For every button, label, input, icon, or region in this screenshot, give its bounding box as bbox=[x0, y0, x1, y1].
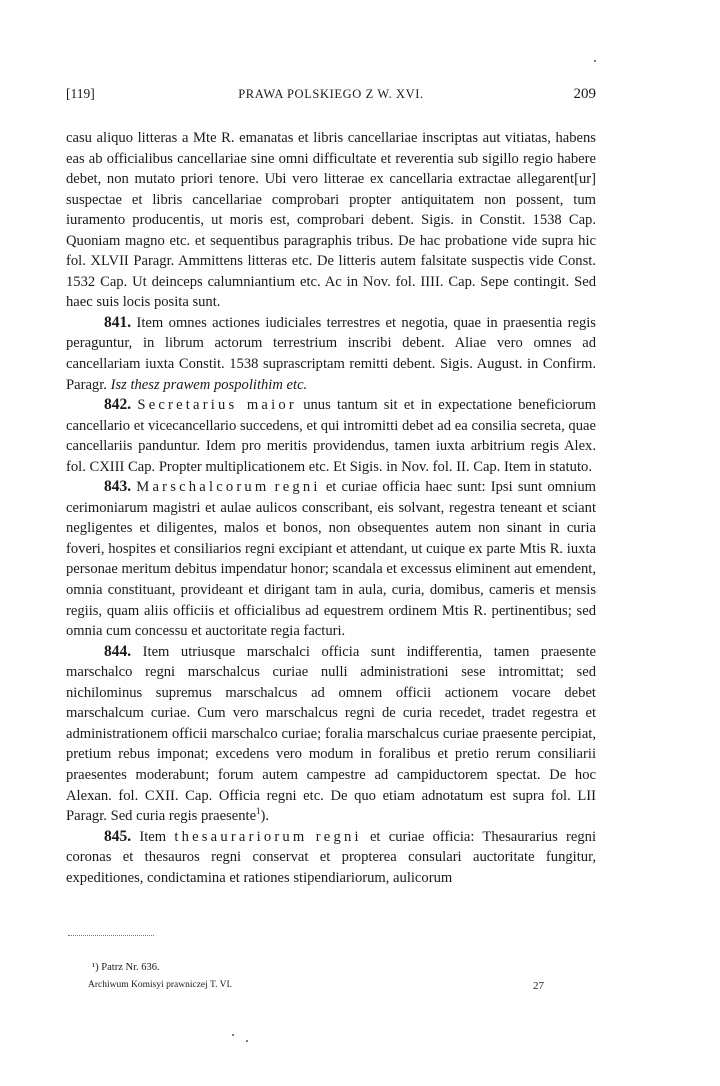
paper-speck bbox=[594, 60, 596, 62]
paragraph-number: 842. bbox=[104, 396, 132, 414]
spaced-heading: regni bbox=[315, 828, 362, 845]
paragraph-lead: Item bbox=[139, 828, 167, 845]
signature-mark: 27 bbox=[533, 980, 544, 992]
spaced-heading: thesaurariorum bbox=[174, 828, 308, 845]
footnote-divider bbox=[68, 935, 154, 936]
footer-series-title: Archiwum Komisyi prawniczej T. VI. bbox=[88, 980, 233, 990]
paragraph-text: et curiae officia: Thesaurarius regni coronas et thesauros regni conservat et propterea consulari auctoritate fungitur, expeditiones, condictamina et rationes stipendiariorum, aulicorum bbox=[66, 828, 596, 886]
header-section-number: [119] bbox=[66, 86, 95, 101]
paragraph-end: ). bbox=[260, 808, 270, 825]
paragraph-841 bbox=[66, 313, 596, 395]
intro-text: casu aliquo litteras a Mte R. emanatas et libris cancellariae inscriptas aut vitiatas, habens eas ab officialibus cancellariae sine omni difficultate et reverentia sub sigillo regio habere debet, non mutato priori tenore. Ubi vero litterae ex cancellaria extractae allegarent[ur] suspectae et libris cancellariae comprobari propter antiquitatem non possent, tum iuramento producentis, ut moris est, comprobari debent. Sigis. in Constit. 1538 Cap. Quoniam magno etc. et sequentibus paragraphis tribus. De hac probatione vide supra hic fol. XLVII Paragr. Ammittens litteras etc. De litteris autem falsitate suspectis vide Const. 1532 Cap. Ut deinceps calumniantium etc. Ac in Nov. fol. IIII. Cap. Sepe contingit. Sed haec suis locis posita sunt. bbox=[66, 130, 596, 311]
header-title: PRAWA POLSKIEGO Z W. XVI. bbox=[238, 87, 424, 101]
paragraph-843 bbox=[66, 477, 596, 641]
footnote-reference: 1 bbox=[256, 806, 261, 817]
page-body bbox=[66, 128, 596, 888]
paper-speck bbox=[232, 1034, 234, 1036]
paragraph-844 bbox=[66, 642, 596, 827]
paragraph-number: 844. bbox=[104, 642, 132, 660]
paragraph-text: Item utriusque marschalci officia sunt indifferentia, tamen praesente marschalco regni marschalcus curiae nulli administrationi sese intromittat; sed nichilominus supremus marschalcus ad omnem officii actionem vocare debet marschalcum curiae. Cum vero marschalcus regni de curia recedet, tradet regestra et administrationem officii marschalco curiae; foralia marschalcus curiae praesente percipiat, pretium rebus imponat; excedens vero modum in foralibus et pretio rerum consiliarii praesentes moderabunt; forum autem campestre ad campiductorem spectat. De hoc Alexan. fol. CXII. Cap. Officia regni etc. De quo etiam adnotatum est supra fol. LII Paragr. Sed curia regis praesente bbox=[66, 643, 596, 825]
italic-citation: Isz thesz prawem pospolithim etc. bbox=[110, 376, 308, 393]
paragraph-842 bbox=[66, 395, 596, 477]
paragraph-number: 845. bbox=[104, 827, 132, 845]
paragraph-number: 843. bbox=[104, 478, 132, 496]
paragraph-text: Item omnes actiones iudiciales terrestres et negotia, quae in praesentia regis peraguntur, in librum actorum terrestrium inscribi debent. Aliae vero omnes ad cancellariam iuxta Constit. 1538 suprascriptam remitti debent. Sigis. August. in Confirm. Paragr. bbox=[66, 314, 596, 393]
footnote-text: Patrz Nr. 636. bbox=[101, 962, 160, 973]
footnote-mark: ¹) bbox=[92, 962, 99, 973]
paragraph-text: et curiae officia haec sunt: Ipsi sunt omnium cerimoniarum magistri et aulae aulicos conscribant, eis solvant, regestra teneant et sciant negligentes et diligentes, malos et bonos, non obsequentes autem non sinant in curia foveri, hospites et consiliarios regni excipiant et attendant, ut cuique ex parte Mtis R. iuxta personae meritum debitus impendatur honor; scandala et excessus eliminent aut emendent, omnia constituant, provideant et dirigant tam in aula, curia, domibus, cameris et mensis regiis, quam aliis officiis et officialibus ad equestrem ordinem Mtis R. pertinentibus; sed omnia cum concessu et auctoritate regia facturi. bbox=[66, 479, 596, 640]
running-header bbox=[66, 86, 596, 108]
spaced-heading: Secretarius maior bbox=[137, 397, 297, 414]
intro-paragraph bbox=[66, 128, 596, 313]
spaced-heading: Marschalcorum bbox=[136, 479, 270, 496]
spaced-heading: regni bbox=[274, 479, 321, 496]
paragraph-845 bbox=[66, 827, 596, 889]
paper-speck bbox=[246, 1040, 248, 1042]
paragraph-text: unus tantum sit et in expectatione beneficiorum cancellario et vicecancellario succedens, et qui intromitti debet ad ea consilia secreta, quae cancellariis panduntur. Idem pro meritis providendus, tamen iuxta arbitrium regis Alex. fol. CXIII Cap. Propter multiplicationem etc. Et Sigis. in Nov. fol. II. Cap. Item in statuto. bbox=[66, 397, 597, 475]
paragraph-number: 841. bbox=[104, 313, 132, 331]
footnote bbox=[92, 962, 160, 973]
page-number: 209 bbox=[573, 86, 596, 102]
